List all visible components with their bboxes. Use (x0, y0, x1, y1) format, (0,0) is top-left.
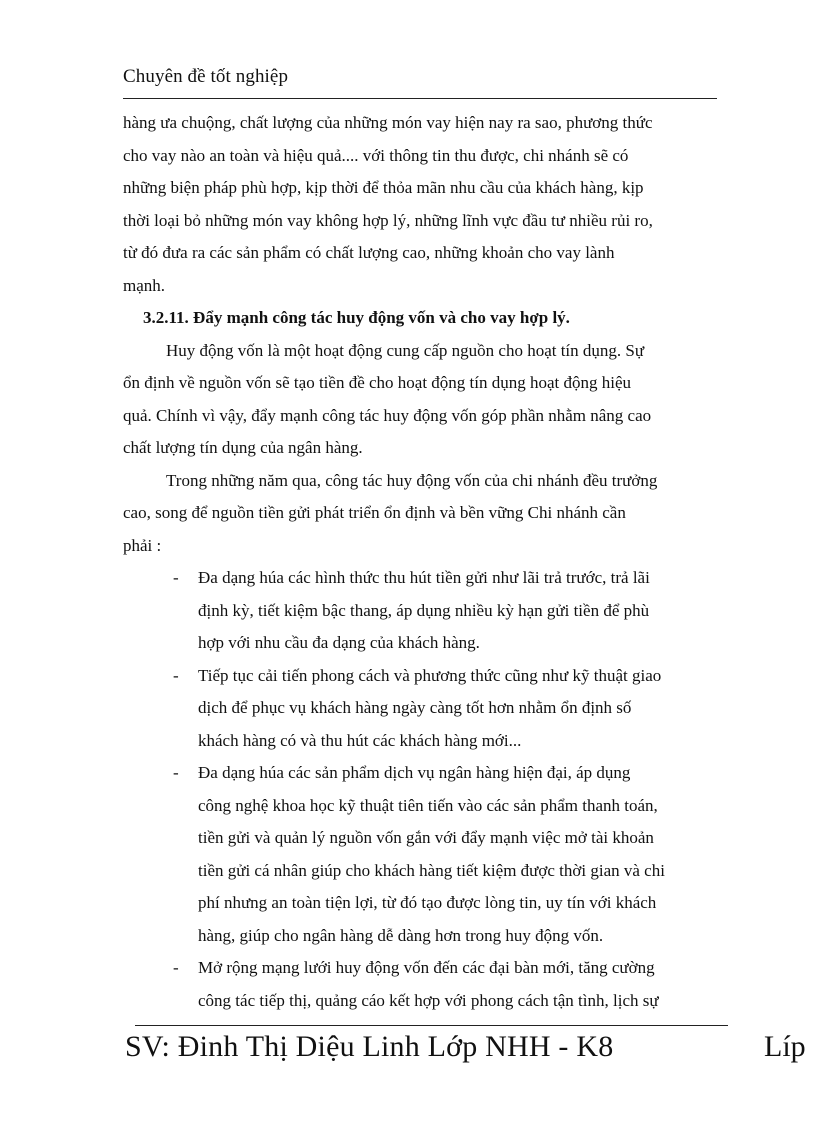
section-heading: 3.2.11. Đẩy mạnh công tác huy động vốn và cho vay hợp lý. (143, 308, 570, 327)
list-item (123, 660, 727, 758)
text-line: Đa dạng húa các sản phẩm dịch vụ ngân hàng hiện đại, áp dụng (198, 763, 631, 782)
text-line: phải : (123, 535, 162, 555)
bullet-dash: - (173, 763, 179, 782)
bullet-dash: - (173, 958, 179, 977)
text-line: hàng, giúp cho ngân hàng dễ dàng hơn trong huy động vốn. (198, 925, 604, 945)
text-line: Mở rộng mạng lưới huy động vốn đến các đại bàn mới, tăng cường (198, 958, 655, 977)
document-body (123, 107, 727, 1017)
footer-divider (135, 1025, 728, 1026)
text-line: những biện pháp phù hợp, kịp thời để thỏa mãn nhu cầu của khách hàng, kịp (123, 178, 644, 197)
text-line: ổn định về nguồn vốn sẽ tạo tiền đề cho hoạt động tín dụng hoạt động hiệu (123, 373, 632, 392)
text-line: từ đó đưa ra các sản phẩm có chất lượng cao, những khoản cho vay lành (123, 243, 615, 262)
list-item (123, 757, 727, 952)
text-line: Huy động vốn là một hoạt động cung cấp nguồn cho hoạt tín dụng. Sự (166, 340, 645, 360)
header-divider (123, 98, 717, 99)
text-line: chất lượng tín dụng của ngân hàng. (123, 438, 363, 457)
text-line: cao, song để nguồn tiền gửi phát triển ổn định và bền vững Chi nhánh cần (123, 503, 626, 522)
text-line: công tác tiếp thị, quảng cáo kết hợp với phong cách tận tình, lịch sự (198, 990, 659, 1010)
text-line: hàng ưa chuộng, chất lượng của những món vay hiện nay ra sao, phương thức (123, 113, 653, 132)
bullet-dash: - (173, 568, 179, 587)
list-item (123, 562, 727, 660)
bullet-list (123, 562, 727, 1017)
text-line: mạnh. (123, 275, 166, 295)
paragraph-1 (123, 335, 727, 465)
text-line: tiền gửi cá nhân giúp cho khách hàng tiết kiệm được thời gian và chi (198, 860, 665, 880)
text-line: khách hàng có và thu hút các khách hàng mới... (198, 730, 522, 750)
text-line: định kỳ, tiết kiệm bậc thang, áp dụng nhiều kỳ hạn gửi tiền để phù (198, 600, 650, 620)
text-line: phí nhưng an toàn tiện lợi, từ đó tạo được lòng tin, uy tín với khách (198, 893, 657, 912)
text-line: công nghệ khoa học kỹ thuật tiên tiến vào các sản phẩm thanh toán, (198, 795, 658, 815)
text-line: Đa dạng húa các hình thức thu hút tiền gửi như lãi trả trước, trả lãi (198, 568, 650, 587)
intro-paragraph (123, 107, 727, 302)
footer-right-text: Líp (764, 1030, 806, 1063)
bullet-dash: - (173, 665, 179, 685)
text-line: cho vay nào an toàn và hiệu quả.... với thông tin thu được, chi nhánh sẽ có (123, 145, 629, 165)
text-line: Trong những năm qua, công tác huy động vốn của chi nhánh đều trưởng (166, 470, 658, 490)
text-line: quả. Chính vì vậy, đẩy mạnh công tác huy động vốn góp phần nhằm nâng cao (123, 405, 652, 425)
paragraph-2 (123, 465, 727, 563)
text-line: tiền gửi và quản lý nguồn vốn gắn với đẩy mạnh việc mở tài khoản (198, 828, 654, 847)
header-title: Chuyên đề tốt nghiệp (123, 66, 289, 87)
list-item (123, 952, 727, 1017)
text-line: Tiếp tục cải tiến phong cách và phương thức cũng như kỹ thuật giao (198, 665, 662, 685)
text-line: hợp với nhu cầu đa dạng của khách hàng. (198, 633, 480, 652)
text-line: dịch để phục vụ khách hàng ngày càng tốt hơn nhằm ổn định số (198, 698, 632, 717)
footer-text: SV: Đinh Thị Diệu Linh Lớp NHH - K8 (125, 1030, 614, 1063)
text-line: thời loại bỏ những món vay không hợp lý, những lĩnh vực đầu tư nhiều rủi ro, (123, 210, 653, 230)
